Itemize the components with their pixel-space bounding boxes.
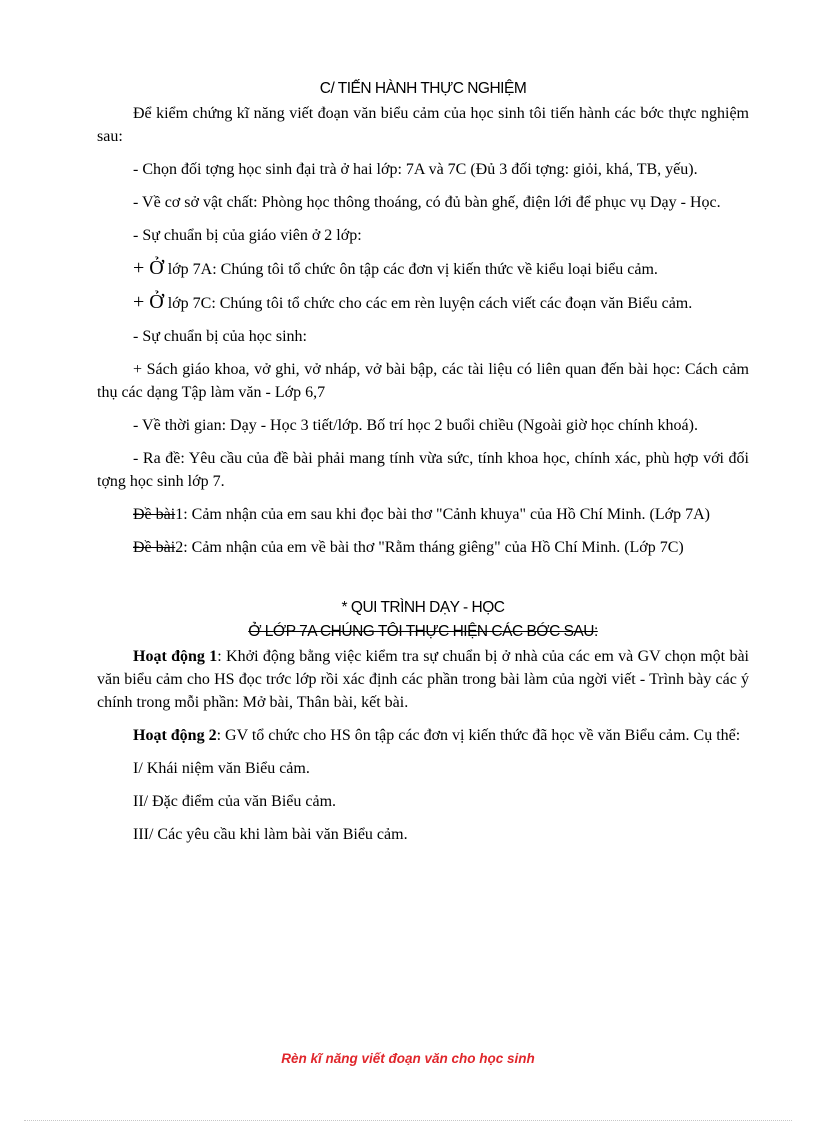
teacher-prep-7c-text: lớp 7C: Chúng tôi tổ chức cho các em rèn luyện cách viết các đoạn văn Biểu cảm. xyxy=(167,295,693,312)
item-select-students: - Chọn đối tợng học sinh đại trà ở hai lớp: 7A và 7C (Đủ 3 đối tợng: giỏi, khá, TB, yếu). xyxy=(133,161,698,178)
plus-marker-7a: + Ở xyxy=(133,257,164,279)
topic-2-label: Đề bài xyxy=(133,539,176,556)
teacher-prep-7a xyxy=(97,257,749,281)
plus-marker-7c: + Ở xyxy=(133,291,164,313)
footer-divider xyxy=(24,1120,792,1121)
student-prep: - Sự chuẩn bị của học sinh: xyxy=(133,328,307,345)
activity-1 xyxy=(97,645,749,714)
topic-1 xyxy=(97,503,749,526)
assignment-requirements: - Ra đề: Yêu cầu của đề bài phải mang tính vừa sức, tính khoa học, chính xác, phù hợp với đối tợng học sinh lớp 7. xyxy=(97,450,749,490)
list-item: III/ Các yêu cầu khi làm bài văn Biểu cảm. xyxy=(133,826,408,843)
topic-1-text: 1: Cảm nhận của em sau khi đọc bài thơ "Cảnh khuya" của Hồ Chí Minh. (Lớp 7A) xyxy=(175,506,710,523)
topic-1-label: Đề bài xyxy=(133,506,176,523)
activity-1-label: Hoạt động 1 xyxy=(133,648,218,665)
topic-2 xyxy=(97,536,749,559)
intro-paragraph: Để kiểm chứng kĩ năng viết đoạn văn biểu cảm của học sinh tôi tiến hành các bớc thực nghiệm sau: xyxy=(97,105,749,145)
activity-2-label: Hoạt động 2 xyxy=(133,727,217,744)
teacher-prep-7a-text: lớp 7A: Chúng tôi tổ chức ôn tập các đơn vị kiến thức về kiểu loại biểu cảm. xyxy=(167,261,658,278)
topic-2-text: 2: Cảm nhận của em về bài thơ "Rằm tháng giêng" của Hồ Chí Minh. (Lớp 7C) xyxy=(175,539,684,556)
activity-1-text: : Khởi động bằng việc kiểm tra sự chuẩn bị ở nhà của các em và GV chọn một bài văn biểu cảm cho HS đọc trớc lớp rồi xác định các phần trong bài làm của ngời viết - Trình bày các ý chính trong mỗi phần: Mở bài, Thân bài, kết bài. xyxy=(97,648,749,711)
list-item: I/ Khái niệm văn Biểu cảm. xyxy=(133,760,310,777)
activity-2 xyxy=(97,724,749,747)
procedure-title: * QUI TRÌNH DẠY - HỌC xyxy=(341,599,505,616)
list-item: II/ Đặc điểm của văn Biểu cảm. xyxy=(133,793,337,810)
document-page xyxy=(97,80,749,856)
student-books: + Sách giáo khoa, vở ghi, vở nháp, vở bài bập, các tài liệu có liên quan đến bài học: Cách cảm thụ các dạng Tập làm văn - Lớp 6,7 xyxy=(97,361,749,401)
teacher-prep-7c xyxy=(97,291,749,315)
section-title: C/ TIẾN HÀNH THỰC NGHIỆM xyxy=(319,80,527,97)
activity-2-text: : GV tổ chức cho HS ôn tập các đơn vị kiến thức đã học về văn Biểu cảm. Cụ thể: xyxy=(216,727,741,744)
item-facilities: - Về cơ sở vật chất: Phòng học thông thoáng, có đủ bàn ghế, điện lới để phục vụ Dạy - Học. xyxy=(133,194,721,211)
item-teacher-prep: - Sự chuẩn bị của giáo viên ở 2 lớp: xyxy=(133,227,362,244)
time-schedule: - Về thời gian: Dạy - Học 3 tiết/lớp. Bố trí học 2 buổi chiều (Ngoài giờ học chính khoá). xyxy=(133,417,698,434)
page-footer: Rèn kĩ năng viết đoạn văn cho học sinh xyxy=(281,1051,535,1066)
procedure-subtitle: Ở LỚP 7A CHÚNG TÔI THỰC HIỆN CÁC BỚC SAU: xyxy=(248,623,598,640)
